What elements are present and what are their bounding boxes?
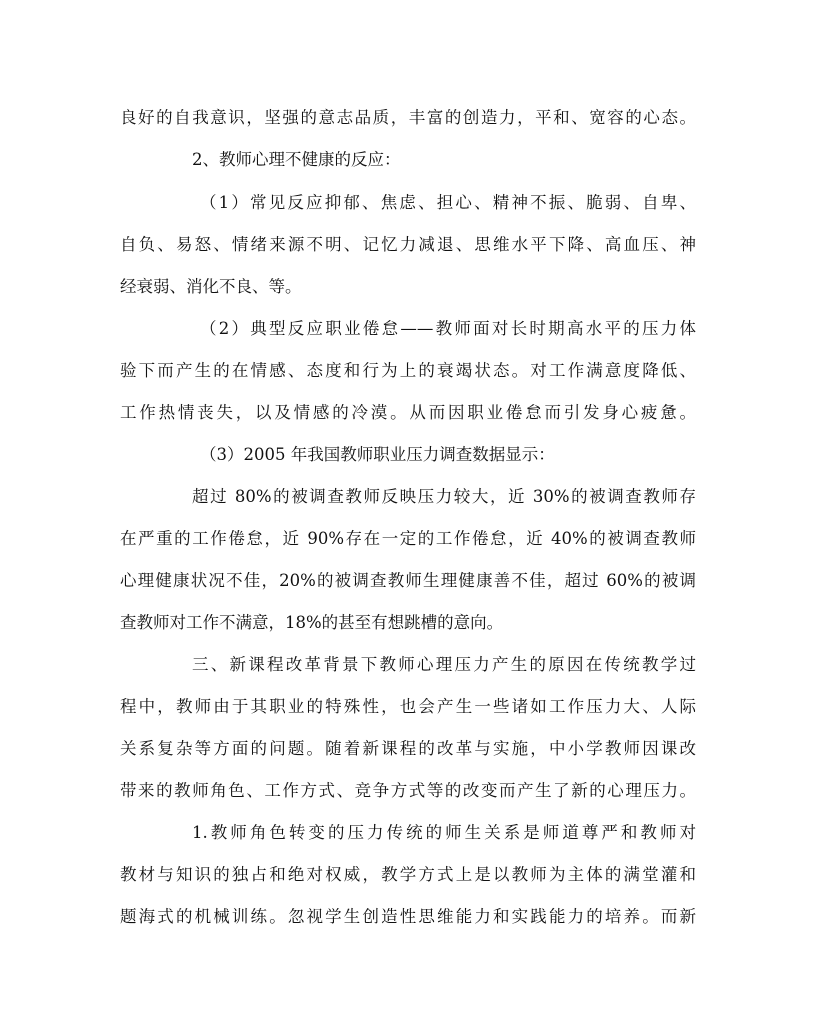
paragraph-line: 工作热情丧失，以及情感的冷漠。从而因职业倦怠而引发身心疲惫。 bbox=[120, 403, 696, 422]
paragraph-line: 自负、易怒、情绪来源不明、记忆力减退、思维水平下降、高血压、神 bbox=[120, 235, 696, 254]
paragraph-line: 经衰弱、消化不良、等。 bbox=[120, 277, 302, 296]
paragraph-line: （2）典型反应职业倦怠——教师面对长时期高水平的压力体 bbox=[200, 319, 696, 338]
paragraph-line: 超过 80%的被调查教师反映压力较大，近 30%的被调查教师存 bbox=[192, 487, 696, 506]
paragraph-line: 验下而产生的在情感、态度和行为上的衰竭状态。对工作满意度降低、 bbox=[120, 361, 696, 380]
paragraph-line: 心理健康状况不佳，20%的被调查教师生理健康善不佳，超过 60%的被调 bbox=[120, 571, 696, 590]
paragraph-line: 程中，教师由于其职业的特殊性，也会产生一些诸如工作压力大、人际 bbox=[120, 697, 696, 716]
paragraph-line: 1.教师角色转变的压力传统的师生关系是师道尊严和教师对 bbox=[192, 823, 696, 842]
paragraph-line: 关系复杂等方面的问题。随着新课程的改革与实施，中小学教师因课改 bbox=[120, 739, 696, 758]
paragraph-line: （1）常见反应抑郁、焦虑、担心、精神不振、脆弱、自卑、 bbox=[200, 193, 696, 212]
paragraph-line: 查教师对工作不满意，18%的甚至有想跳槽的意向。 bbox=[120, 613, 504, 632]
paragraph-line: 题海式的机械训练。忽视学生创造性思维能力和实践能力的培养。而新 bbox=[120, 907, 696, 926]
section-heading: 2、教师心理不健康的反应： bbox=[192, 150, 401, 169]
paragraph-line: 教材与知识的独占和绝对权威，教学方式上是以教师为主体的满堂灌和 bbox=[120, 865, 696, 884]
paragraph-line: 良好的自我意识，坚强的意志品质，丰富的创造力，平和、宽容的心态。 bbox=[120, 108, 696, 127]
paragraph-line: （3）2005 年我国教师职业压力调查数据显示： bbox=[200, 445, 555, 464]
paragraph-line: 在严重的工作倦怠，近 90%存在一定的工作倦怠，近 40%的被调查教师 bbox=[120, 529, 696, 548]
section-heading: 三、新课程改革背景下教师心理压力产生的原因在传统教学过 bbox=[192, 655, 696, 674]
paragraph-line: 带来的教师角色、工作方式、竞争方式等的改变而产生了新的心理压力。 bbox=[120, 781, 696, 800]
